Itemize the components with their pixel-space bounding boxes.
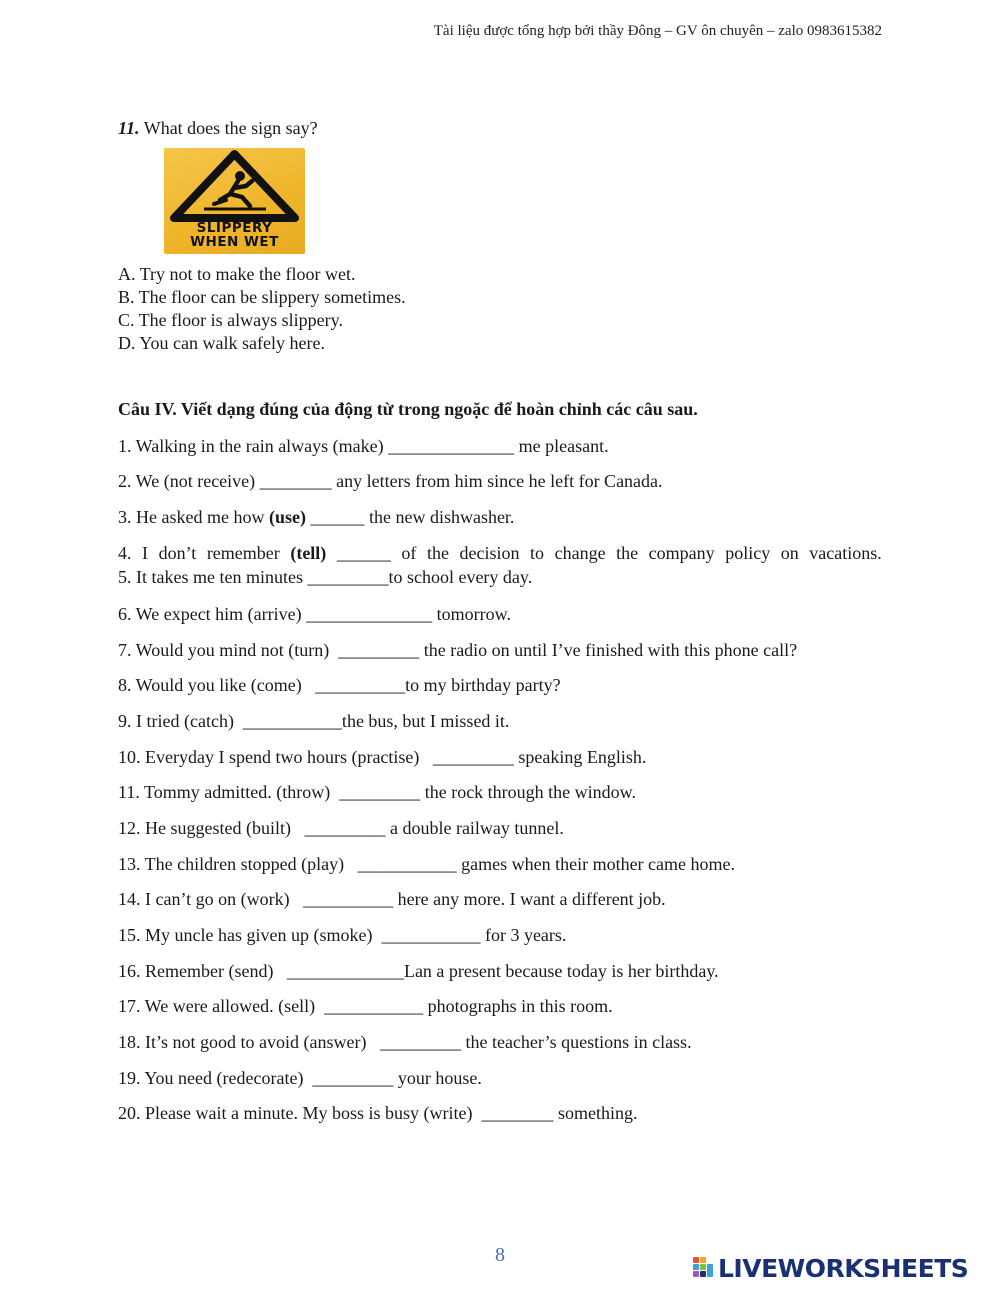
exercise-item-10: 10. Everyday I spend two hours (practise) _________ speaking English. (118, 747, 647, 767)
word: company (648, 543, 715, 563)
word: don’t (158, 543, 197, 563)
answer-blank: ______ (336, 543, 391, 563)
word: decision (459, 543, 520, 563)
exercise-item-14: 14. I can’t go on (work) __________ here any more. I want a different job. (118, 889, 666, 909)
word: 4. (118, 543, 132, 563)
option-d[interactable]: D. You can walk safely here. (118, 333, 325, 353)
word: remember (206, 543, 280, 563)
exercise-item-18: 18. It’s not good to avoid (answer) _________ the teacher’s questions in class. (118, 1032, 692, 1052)
slippery-sign-image (164, 148, 305, 254)
word: vacations. (809, 543, 882, 563)
item-3-end: ______ the new dishwasher. (305, 507, 515, 527)
word: of (401, 543, 417, 563)
section-title: Câu IV. Viết dạng đúng của động từ trong ngoặc để hoàn chỉnh các câu sau. (118, 399, 698, 419)
item-4-verb: (tell) (290, 543, 327, 563)
page-header: Tài liệu được tổng hợp bởi thầy Đông – GV ôn chuyên – zalo 0983615382 (433, 23, 882, 39)
exercise-item-16: 16. Remember (send) _____________Lan a present because today is her birthday. (118, 961, 719, 981)
option-b[interactable]: B. The floor can be slippery sometimes. (118, 287, 406, 307)
exercise-item-4 (118, 542, 882, 564)
exercise-item-7: 7. Would you mind not (turn) _________ the radio on until I’ve finished with this phone call? (118, 640, 798, 660)
sign-text-line1: SLIPPERY (196, 220, 273, 236)
exercise-item-9: 9. I tried (catch) ___________the bus, but I missed it. (118, 711, 510, 731)
item-3-start: 3. He asked me how (118, 507, 269, 527)
exercise-item-20: 20. Please wait a minute. My boss is busy (write) ________ something. (118, 1103, 638, 1123)
question-11-prompt (118, 118, 318, 139)
option-c[interactable]: C. The floor is always slippery. (118, 310, 343, 330)
answer-options (118, 263, 406, 355)
liveworksheets-logo[interactable] (693, 1254, 968, 1283)
exercise-item-2: 2. We (not receive) ________ any letters from him since he left for Canada. (118, 471, 663, 491)
page-number: 8 (495, 1244, 505, 1266)
word: change (554, 543, 606, 563)
sign-text-line2: WHEN WET (190, 234, 279, 250)
item-3-verb: (use) (268, 507, 306, 527)
liveworksheets-logo-icon (693, 1256, 715, 1282)
logo-text: LIVEWORKSHEETS (718, 1254, 969, 1283)
word: the (426, 543, 449, 563)
exercise-item-11: 11. Tommy admitted. (throw) _________ the rock through the window. (118, 782, 637, 802)
exercise-item-3 (118, 506, 514, 528)
exercise-item-15: 15. My uncle has given up (smoke) ___________ for 3 years. (118, 925, 567, 945)
exercise-item-1: 1. Walking in the rain always (make) ______________ me pleasant. (118, 436, 609, 456)
exercise-item-12: 12. He suggested (built) _________ a double railway tunnel. (118, 818, 564, 838)
word: on (780, 543, 799, 563)
exercise-item-5: 5. It takes me ten minutes _________to school every day. (118, 567, 533, 587)
exercise-item-8: 8. Would you like (come) __________to my birthday party? (118, 675, 561, 695)
word: I (142, 543, 149, 563)
question-number: 11. (118, 118, 140, 138)
exercise-item-17: 17. We were allowed. (sell) ___________ photographs in this room. (118, 996, 613, 1016)
word: policy (725, 543, 771, 563)
exercise-item-19: 19. You need (redecorate) _________ your house. (118, 1068, 482, 1088)
question-text: What does the sign say? (143, 118, 318, 138)
option-a[interactable]: A. Try not to make the floor wet. (118, 264, 356, 284)
word: the (616, 543, 639, 563)
exercise-item-6: 6. We expect him (arrive) ______________ tomorrow. (118, 604, 511, 624)
exercise-item-13: 13. The children stopped (play) ___________ games when their mother came home. (118, 854, 736, 874)
word: to (530, 543, 545, 563)
